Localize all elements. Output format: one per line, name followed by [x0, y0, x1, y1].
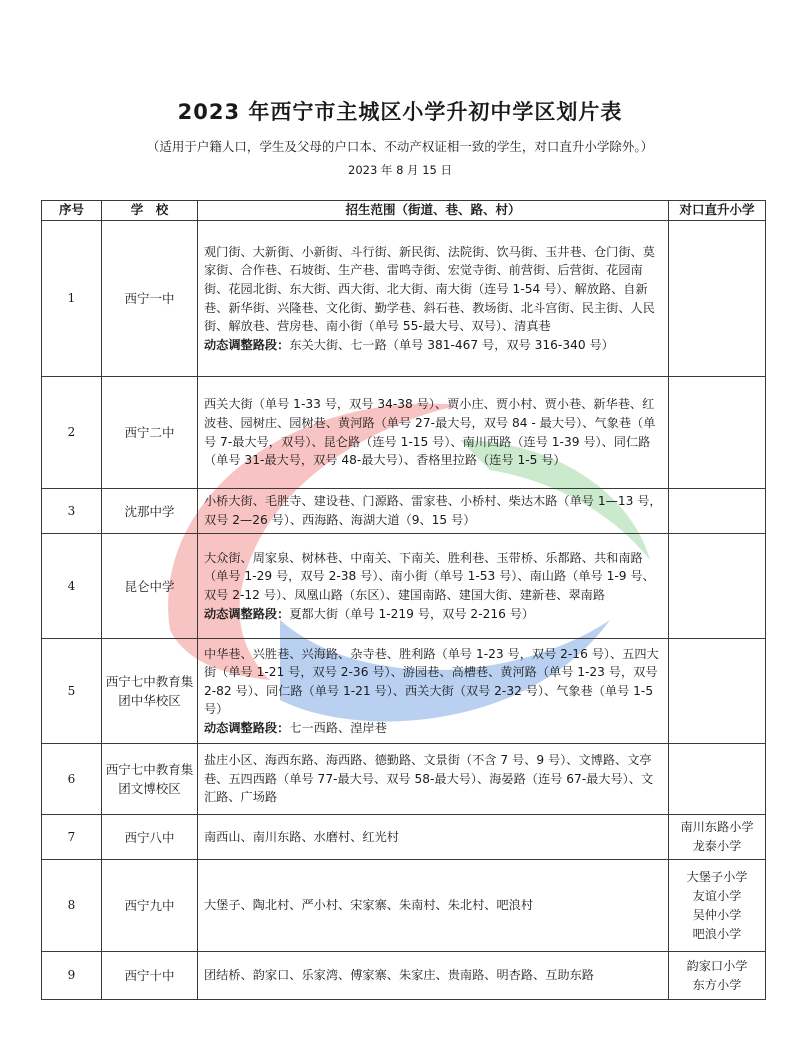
table-header-row — [42, 201, 766, 221]
school-name: 西宁九中 — [102, 860, 198, 952]
header-direct: 对口直升小学 — [669, 201, 766, 221]
row-number: 9 — [42, 952, 102, 1000]
range-text: 大众街、周家泉、树林巷、中南关、下南关、胜利巷、玉带桥、乐都路、共和南路（单号 1-29 号，双号 2-38 号）、南小街（单号 1-53 号）、南山路（单号 1-9 号、双号 2-12 号）、凤凰山路（东区）、建国南路、建国大街、建新巷、翠南路 — [204, 550, 655, 602]
header-no: 序号 — [42, 201, 102, 221]
dynamic-label: 动态调整路段： — [204, 606, 290, 621]
school-name: 西宁十中 — [102, 952, 198, 1000]
dynamic-text: 七一西路、湟岸巷 — [289, 720, 387, 735]
table-row — [42, 377, 766, 489]
table-row — [42, 744, 766, 815]
dynamic-text: 夏都大街（单号 1-219 号，双号 2-216 号） — [289, 606, 535, 621]
direct-school-item: 友谊小学 — [692, 888, 742, 903]
table-row — [42, 639, 766, 744]
dynamic-label: 动态调整路段： — [204, 720, 290, 735]
direct-school-item: 南川东路小学 — [680, 820, 754, 834]
direct-schools — [669, 377, 766, 489]
direct-school-item: 韵家口小学 — [686, 958, 748, 973]
enrollment-range — [198, 489, 669, 534]
school-name: 西宁八中 — [102, 815, 198, 860]
enrollment-range — [198, 952, 669, 1000]
direct-schools — [669, 534, 766, 639]
row-number: 3 — [42, 489, 102, 534]
direct-schools — [669, 221, 766, 377]
table-row — [42, 534, 766, 639]
school-name: 沈那中学 — [102, 489, 198, 534]
dynamic-text: 东关大街、七一路（单号 381-467 号，双号 316-340 号） — [289, 337, 614, 352]
row-number: 7 — [42, 815, 102, 860]
enrollment-range — [198, 744, 669, 815]
range-text: 西关大街（单号 1-33 号，双号 34-38 号）、贾小庄、贾小村、贾小巷、新华巷、红波巷、园树庄、园树巷、黄河路（单号 27-最大号，双号 84 - 最大号）、气象巷（单号 7-最大号，双号）、昆仑路（连号 1-15 号）、南川西路（连号 1-39 号）、同仁路（单号 31-最大号，双号 48-最大号）、香格里拉路（连号 1-5 号） — [204, 397, 656, 468]
direct-schools — [669, 639, 766, 744]
direct-schools — [669, 489, 766, 534]
page-date: 2023 年 8 月 15 日 — [348, 163, 452, 177]
range-text: 团结桥、韵家口、乐家湾、傅家寨、朱家庄、贵南路、明杏路、互助东路 — [204, 968, 594, 983]
direct-schools — [669, 860, 766, 952]
direct-school-item: 大堡子小学 — [686, 869, 748, 884]
header-range: 招生范围（街道、巷、路、村） — [198, 201, 669, 221]
direct-school-item: 吧浪小学 — [692, 926, 742, 941]
direct-schools — [669, 952, 766, 1000]
page-subtitle: （适用于户籍人口，学生及父母的户口本、不动产权证相一致的学生，对口直升小学除外。） — [146, 139, 654, 154]
range-text: 观门街、大新街、小新街、斗行街、新民街、法院街、饮马街、玉井巷、仓门街、莫家街、合作巷、石坡街、生产巷、雷鸣寺街、宏觉寺街、前营街、后营街、花园南街、花园北街、东大街、西大街、北大街、南大街（连号 1-54 号）、解放路、自新巷、新华街、兴隆巷、文化街、勤学巷、斜石巷、教场街、北斗宫街、民主街、人民街、解放巷、营房巷、南小街（单号 55-最大号、双号）、清真巷 — [204, 244, 655, 334]
range-text: 中华巷、兴胜巷、兴海路、杂寺巷、胜利路（单号 1-23 号，双号 2-16 号）、五四大街（单号 1-21 号，双号 2-36 号）、游园巷、高槽巷、黄河路（单号 1-23 号，双号 2-82 号）、同仁路（单号 1-21 号）、西关大街（双号 2-32 号）、气象巷（单号 1-5 号） — [204, 646, 659, 717]
direct-schools — [669, 744, 766, 815]
row-number: 1 — [42, 221, 102, 377]
page-title: 2023 年西宁市主城区小学升初中学区划片表 — [177, 100, 623, 124]
table-row — [42, 815, 766, 860]
range-text: 大堡子、陶北村、严小村、宋家寨、朱南村、朱北村、吧浪村 — [204, 898, 534, 913]
range-text: 南西山、南川东路、水磨村、红光村 — [204, 829, 399, 844]
direct-school-item: 东方小学 — [692, 977, 742, 992]
school-name: 西宁七中教育集团中华校区 — [102, 639, 198, 744]
dynamic-label: 动态调整路段： — [204, 337, 290, 352]
range-text: 小桥大街、毛胜寺、建设巷、门源路、雷家巷、小桥村、柴达木路（单号 1—13 号，双号 2—26 号）、西海路、海湖大道（9、15 号） — [204, 494, 662, 527]
school-name: 西宁二中 — [102, 377, 198, 489]
direct-schools — [669, 815, 766, 860]
enrollment-range — [198, 534, 669, 639]
school-zone-table — [41, 200, 766, 1000]
row-number: 6 — [42, 744, 102, 815]
table-row — [42, 860, 766, 952]
direct-school-item: 吴仲小学 — [692, 907, 742, 922]
enrollment-range — [198, 860, 669, 952]
school-name: 昆仑中学 — [102, 534, 198, 639]
school-name: 西宁一中 — [102, 221, 198, 377]
row-number: 8 — [42, 860, 102, 952]
enrollment-range — [198, 639, 669, 744]
school-name: 西宁七中教育集团文博校区 — [102, 744, 198, 815]
enrollment-range — [198, 377, 669, 489]
enrollment-range — [198, 815, 669, 860]
header-school: 学 校 — [102, 201, 198, 221]
row-number: 5 — [42, 639, 102, 744]
direct-school-item: 龙泰小学 — [692, 839, 742, 853]
row-number: 4 — [42, 534, 102, 639]
table-row — [42, 489, 766, 534]
enrollment-range — [198, 221, 669, 377]
table-row — [42, 952, 766, 1000]
table-row — [42, 221, 766, 377]
range-text: 盐庄小区、海西东路、海西路、德勤路、文景街（不含 7 号、9 号）、文博路、文亭巷、五四西路（单号 77-最大号、双号 58-最大号）、海晏路（连号 67-最大号）、文汇路、广场路 — [204, 753, 654, 805]
row-number: 2 — [42, 377, 102, 489]
